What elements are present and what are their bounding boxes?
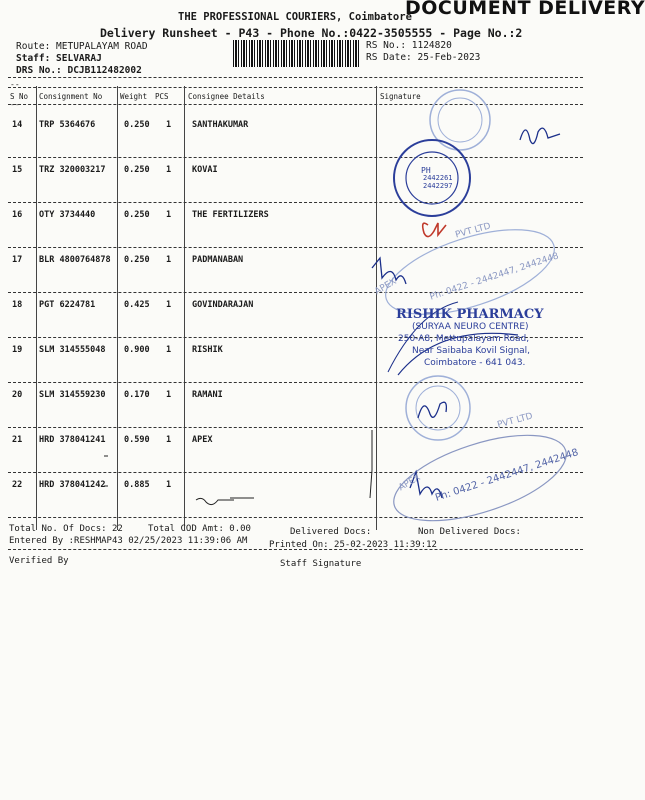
column-header-consignee: Consignee Details	[188, 92, 265, 101]
apex-stamp-pvt-2: PVT LTD	[496, 411, 534, 431]
column-header-sno: S No	[10, 92, 29, 101]
apex-stamp-phone-2: Ph: 0422 - 2442447, 2442448	[433, 447, 580, 504]
row-pcs: 1	[166, 390, 172, 400]
row-sno: 20	[12, 390, 23, 400]
row-sno: 15	[12, 165, 23, 175]
row-consignment: TRZ 320003217	[39, 165, 106, 175]
row-consignment: TRP 5364676	[39, 120, 96, 130]
row-pcs: 1	[166, 165, 172, 175]
pharmacy-stamp-address-3: Coimbatore - 641 043.	[424, 358, 526, 368]
staff-signature-label: Staff Signature	[280, 559, 362, 569]
verified-by: Verified By	[9, 556, 69, 566]
apex-stamp-pvt: PVT LTD	[454, 221, 492, 241]
company-name: THE PROFESSIONAL COURIERS, Coimbatore	[178, 11, 412, 23]
pharmacy-stamp-address-2: Near Saibaba Kovil Signal,	[412, 346, 531, 356]
row-consignment: SLM 314559230	[39, 390, 106, 400]
column-header-signature: Signature	[380, 92, 421, 101]
row-sno: 22	[12, 480, 23, 490]
drs-number: DRS No.: DCJB112482002	[16, 65, 142, 76]
rs-number: RS No.: 1124820	[366, 40, 452, 51]
column-header-consignment: Consignment No	[39, 92, 103, 101]
row-consignee: SANTHAKUMAR	[192, 120, 249, 130]
row-consignee: RISHIK	[192, 345, 223, 355]
row-consignment: OTY 3734440	[39, 210, 96, 220]
row-weight: 0.250	[124, 255, 150, 265]
row-consignee: RAMANI	[192, 390, 223, 400]
ph-number-2: 2442297	[423, 182, 453, 190]
non-delivered-docs: Non Delivered Docs:	[418, 527, 521, 537]
row-pcs: 1	[166, 345, 172, 355]
rs-date: RS Date: 25-Feb-2023	[366, 52, 481, 63]
staff-label: Staff: SELVARAJ	[16, 53, 102, 64]
pharmacy-stamp-address-1: 250-A8, Mettupalayam Road,	[398, 334, 530, 344]
row-consignee: APEX	[192, 435, 213, 445]
row-consignee: GOVINDARAJAN	[192, 300, 254, 310]
total-docs: Total No. Of Docs: 22	[9, 524, 123, 534]
pharmacy-stamp-sub: (SURYAA NEURO CENTRE)	[412, 322, 529, 332]
row-consignee: PADMANABAN	[192, 255, 244, 265]
apex-stamp-phone: Ph: 0422 - 2442447, 2442448	[428, 251, 561, 303]
row-pcs: 1	[166, 300, 172, 310]
row-weight: 0.590	[124, 435, 150, 445]
row-weight: 0.885	[124, 480, 150, 490]
row-sno: 19	[12, 345, 23, 355]
ph-number-1: 2442261	[423, 174, 453, 182]
row-weight: 0.170	[124, 390, 150, 400]
pharmacy-stamp-name: RISHIK PHARMACY	[396, 307, 544, 322]
apex-stamp-name: APEX	[373, 276, 399, 298]
column-header-pcs: PCS	[155, 92, 169, 101]
row-pcs: 1	[166, 120, 172, 130]
row-pcs: 1	[166, 210, 172, 220]
row-pcs: 1	[166, 255, 172, 265]
row-consignment: SLM 314555048	[39, 345, 106, 355]
printed-on: Printed On: 25-02-2023 11:39:12	[269, 540, 437, 550]
row-sno: 14	[12, 120, 23, 130]
row-consignee: KOVAI	[192, 165, 218, 175]
row-consignment: PGT 6224781	[39, 300, 96, 310]
apex-stamp-name-2: APEX	[397, 472, 423, 494]
row-weight: 0.425	[124, 300, 150, 310]
total-cod: Total COD Amt: 0.00	[148, 524, 251, 534]
row-weight: 0.250	[124, 120, 150, 130]
row-pcs: 1	[166, 435, 172, 445]
row-sno: 16	[12, 210, 23, 220]
row-weight: 0.900	[124, 345, 150, 355]
row-sno: 18	[12, 300, 23, 310]
route-label: Route: METUPALAYAM ROAD	[16, 41, 148, 52]
row-weight: 0.250	[124, 165, 150, 175]
row-weight: 0.250	[124, 210, 150, 220]
row-consignment: HRD 378041241	[39, 435, 106, 445]
ph-label: PH	[421, 166, 431, 175]
row-pcs: 1	[166, 480, 172, 490]
runsheet-title: Delivery Runsheet - P43 - Phone No.:0422-3505555 - Page No.:2	[100, 26, 523, 40]
column-header-weight: Weight	[120, 92, 148, 101]
row-sno: 17	[12, 255, 23, 265]
row-consignment: HRD 378041242	[39, 480, 106, 490]
row-sno: 21	[12, 435, 23, 445]
document-delivery-stamp: DOCUMENT DELIVERY	[405, 0, 645, 19]
row-consignee: THE FERTILIZERS	[192, 210, 269, 220]
row-consignment: BLR 4800764878	[39, 255, 111, 265]
entered-by: Entered By :RESHMAP43 02/25/2023 11:39:06 AM	[9, 536, 248, 546]
delivered-docs: Delivered Docs:	[290, 527, 372, 537]
